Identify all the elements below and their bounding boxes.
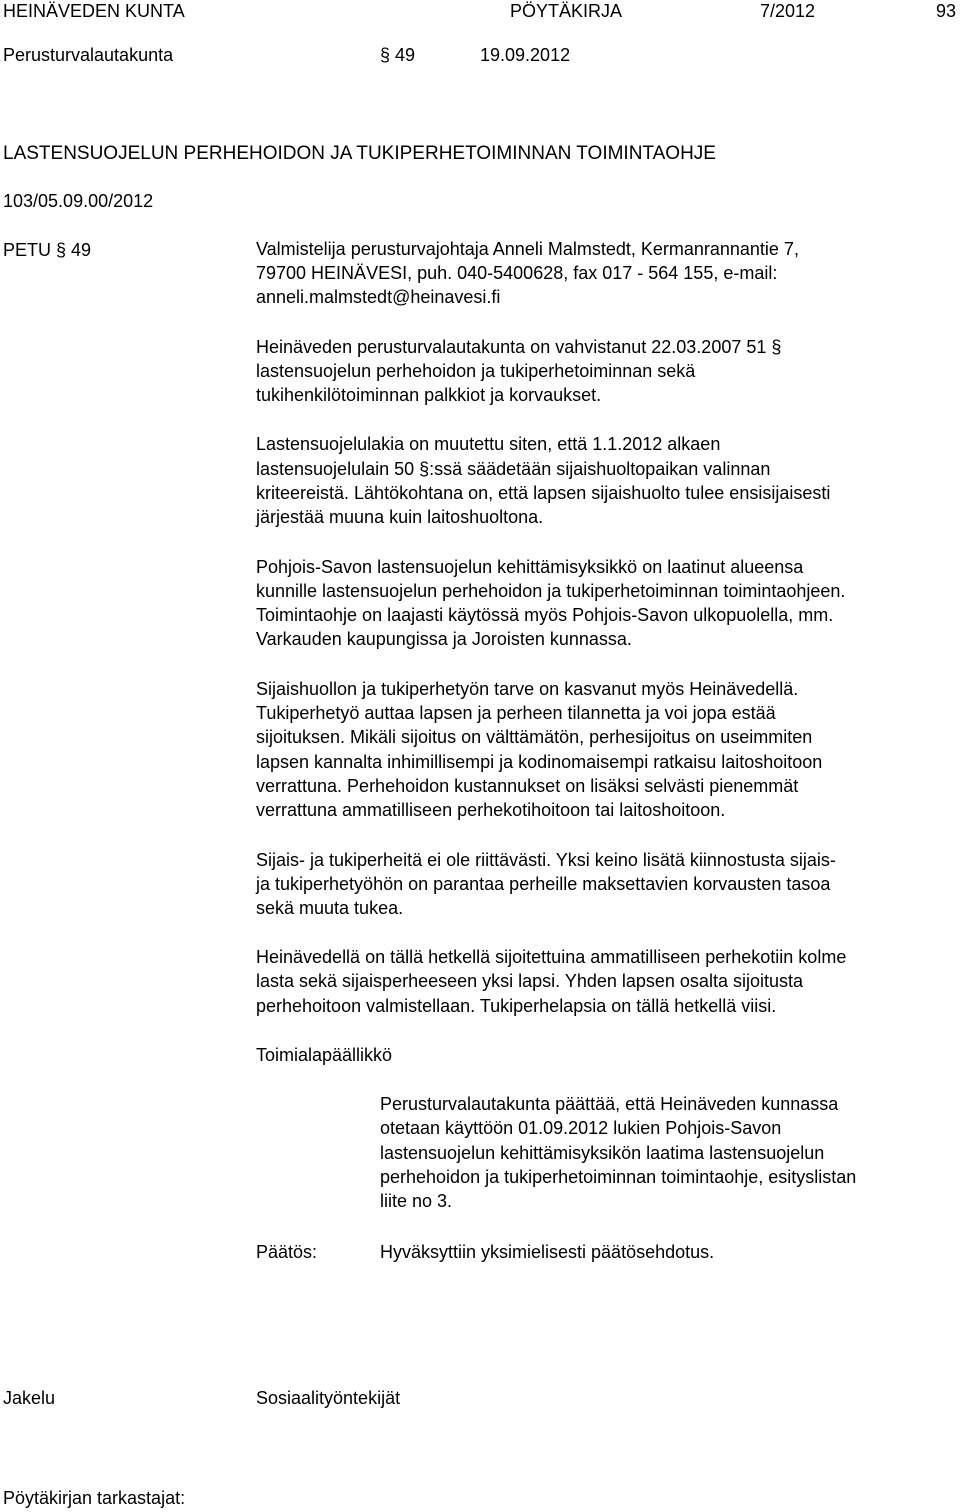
- paragraph-line: sekä muuta tukea.: [256, 898, 404, 918]
- minutes-reviewers-label: Pöytäkirjan tarkastajat:: [3, 1488, 186, 1508]
- preparer-line: Valmistelija perusturvajohtaja Anneli Malmstedt, Kermanrannantie 7,: [256, 239, 799, 259]
- paragraph-line: lastensuojelun perhehoidon ja tukiperhetoiminnan sekä: [256, 361, 696, 381]
- paragraph-line: Heinävedellä on tällä hetkellä sijoitettuina ammatilliseen perhekotiin kolme: [256, 947, 847, 967]
- paragraph-line: Tukiperhetyö auttaa lapsen ja perheen tilannetta ja voi jopa estää: [256, 703, 776, 723]
- paragraph-line: verrattuna. Perhehoidon kustannukset on lisäksi selvästi pienemmät: [256, 776, 799, 796]
- petu-label: PETU § 49: [3, 240, 92, 260]
- proposal-line: lastensuojelun kehittämisyksikön laatima lastensuojelun: [380, 1143, 825, 1163]
- committee-name: Perusturvalautakunta: [3, 45, 174, 65]
- paragraph-line: järjestää muuna kuin laitoshuoltona.: [256, 507, 544, 527]
- proposal-line: perhehoidon ja tukiperhetoiminnan toimintaohje, esityslistan: [380, 1167, 857, 1187]
- distribution-value: Sosiaalityöntekijät: [256, 1388, 401, 1408]
- preparer-line: 79700 HEINÄVESI, puh. 040-5400628, fax 017 - 564 155, e-mail:: [256, 263, 778, 283]
- paragraph-line: kunnille lastensuojelun perhehoidon ja tukiperhetoiminnan toimintaohjeen.: [256, 581, 846, 601]
- paragraph-line: tukihenkilötoiminnan palkkiot ja korvaukset.: [256, 385, 602, 405]
- distribution-label: Jakelu: [3, 1388, 56, 1408]
- document-number: 7/2012: [760, 1, 816, 21]
- page-number: 93: [936, 1, 957, 21]
- paragraph-line: Varkauden kaupungissa ja Joroisten kunnassa.: [256, 629, 632, 649]
- paragraph-line: verrattuna ammatilliseen perhekotihoitoon tai laitoshoitoon.: [256, 800, 726, 820]
- paragraph-line: sijoituksen. Mikäli sijoitus on välttämätön, perhesijoitus on useimmiten: [256, 727, 813, 747]
- paragraph-line: Toimintaohje on laajasti käytössä myös Pohjois-Savon ulkopuolella, mm.: [256, 605, 834, 625]
- decision-label: Päätös:: [256, 1242, 318, 1262]
- paragraph-line: perhehoitoon valmistellaan. Tukiperhelapsia on tällä hetkellä viisi.: [256, 996, 777, 1016]
- preparer-email: anneli.malmstedt@heinavesi.fi: [256, 287, 501, 307]
- paragraph-line: lastensuojelulain 50 §:ssä säädetään sijaishuoltopaikan valinnan: [256, 459, 771, 479]
- proposal-line: otetaan käyttöön 01.09.2012 lukien Pohjois-Savon: [380, 1118, 782, 1138]
- proposal-line: Perusturvalautakunta päättää, että Heinäveden kunnassa: [380, 1094, 839, 1114]
- section-number: § 49: [380, 45, 416, 65]
- proposal-line: liite no 3.: [380, 1191, 453, 1211]
- paragraph-line: ja tukiperhetyöhön on parantaa perheille maksettavien korvausten tasoa: [256, 874, 831, 894]
- paragraph-line: Pohjois-Savon lastensuojelun kehittämisyksikkö on laatinut alueensa: [256, 557, 804, 577]
- meeting-date: 19.09.2012: [480, 45, 571, 65]
- paragraph-line: lasta sekä sijaisperheeseen yksi lapsi. Yhden lapsen osalta sijoitusta: [256, 971, 803, 991]
- reference-number: 103/05.09.00/2012: [3, 191, 154, 211]
- paragraph-line: lapsen kannalta inhimillisempi ja kodinomaisempi ratkaisu laitoshoitoon: [256, 752, 823, 772]
- organization-name: HEINÄVEDEN KUNTA: [3, 1, 185, 21]
- document-type: PÖYTÄKIRJA: [510, 1, 623, 21]
- paragraph-line: Heinäveden perusturvalautakunta on vahvistanut 22.03.2007 51 §: [256, 337, 782, 357]
- paragraph-line: Lastensuojelulakia on muutettu siten, että 1.1.2012 alkaen: [256, 434, 721, 454]
- paragraph-line: kriteereistä. Lähtökohtana on, että lapsen sijaishuolto tulee ensisijaisesti: [256, 483, 831, 503]
- document-title: LASTENSUOJELUN PERHEHOIDON JA TUKIPERHETOIMINNAN TOIMINTAOHJE: [3, 143, 716, 164]
- proposer-label: Toimialapäällikkö: [256, 1045, 393, 1065]
- paragraph-line: Sijaishuollon ja tukiperhetyön tarve on kasvanut myös Heinävedellä.: [256, 679, 799, 699]
- paragraph-line: Sijais- ja tukiperheitä ei ole riittävästi. Yksi keino lisätä kiinnostusta sijais-: [256, 850, 836, 870]
- decision-text: Hyväksyttiin yksimielisesti päätösehdotus.: [380, 1242, 715, 1262]
